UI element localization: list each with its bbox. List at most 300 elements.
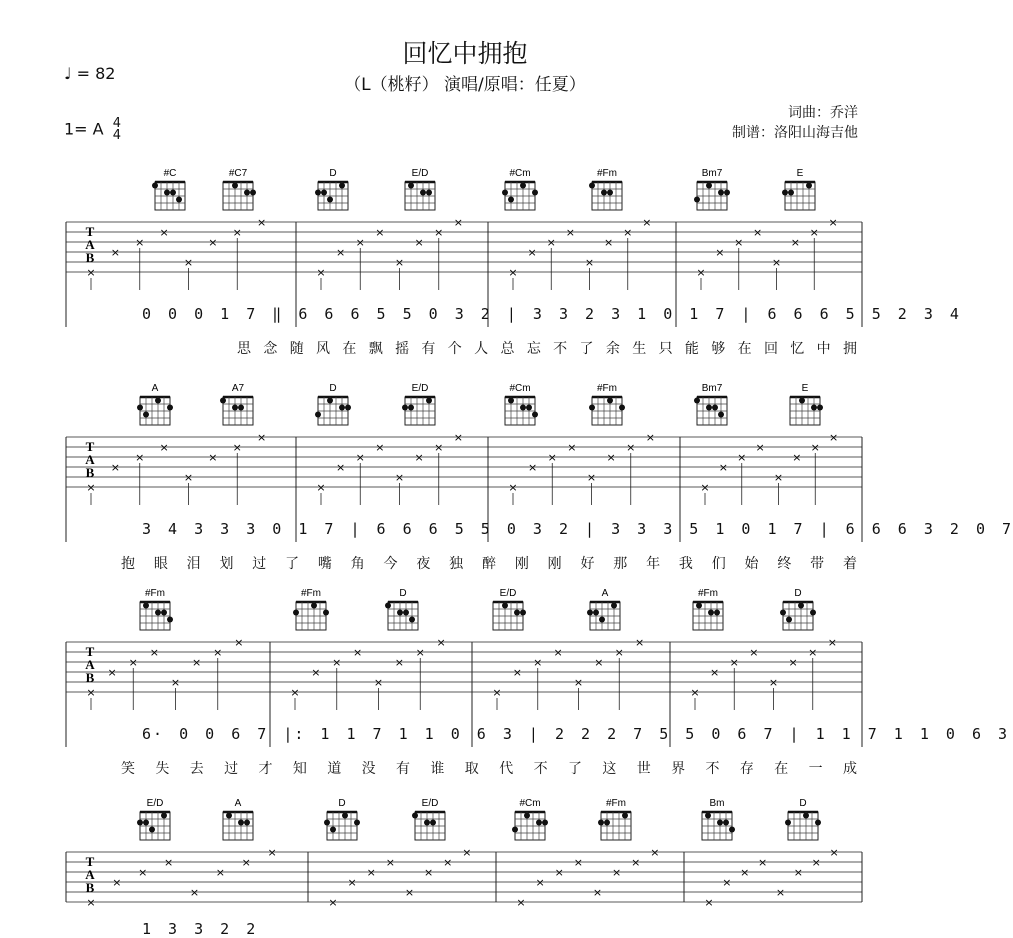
finger-dot — [232, 405, 238, 411]
finger-dot — [724, 190, 730, 196]
score-system — [0, 790, 930, 938]
lyric-char: 没 — [361, 761, 376, 777]
finger-dot — [409, 617, 415, 623]
strum-mark: × — [829, 846, 839, 859]
strum-mark: × — [375, 441, 385, 454]
strum-mark: × — [149, 646, 159, 659]
finger-dot — [718, 190, 724, 196]
lyric-char: 代 — [499, 761, 514, 777]
lyric-char: 始 — [744, 556, 759, 572]
lyric-char: 忆 — [790, 341, 805, 357]
finger-dot — [803, 813, 809, 819]
lyric-char: 才 — [258, 761, 273, 777]
chord-name: E/D — [499, 588, 517, 599]
chord-name: E/D — [421, 798, 439, 809]
finger-dot — [714, 610, 720, 616]
lyric-char: 那 — [613, 556, 628, 572]
chord-diagram — [493, 588, 526, 630]
finger-dot — [137, 820, 143, 826]
tab-staff — [0, 375, 1013, 580]
chord-name: #Fm — [597, 168, 617, 179]
strum-mark: × — [316, 266, 326, 279]
strum-mark: × — [626, 441, 636, 454]
strum-mark: × — [414, 236, 424, 249]
strum-mark: × — [234, 636, 244, 649]
lyric-char: 知 — [292, 761, 307, 777]
chord-diagram — [405, 168, 435, 210]
finger-dot — [315, 190, 321, 196]
finger-dot — [723, 820, 729, 826]
finger-dot — [161, 610, 167, 616]
chord-name: D — [329, 383, 337, 394]
strum-mark: × — [508, 266, 518, 279]
finger-dot — [696, 603, 702, 609]
finger-dot — [706, 405, 712, 411]
chord-diagram — [402, 383, 435, 425]
chord-diagram — [385, 588, 418, 630]
numbered-notation: 6· 0 0 6 7 |: 1 1 7 1 1 0 6 3 | 2 2 2 7 5 5 0 6 7 | 1 1 7 1 1 0 6 3 — [142, 725, 1010, 743]
finger-dot — [520, 183, 526, 189]
strum-mark: × — [809, 226, 819, 239]
finger-dot — [327, 398, 333, 404]
chord-diagram — [512, 798, 548, 840]
lyric-char: 刚 — [514, 556, 529, 572]
strum-mark: × — [394, 256, 405, 269]
finger-dot — [706, 183, 712, 189]
finger-dot — [408, 183, 414, 189]
finger-dot — [426, 190, 432, 196]
finger-dot — [599, 617, 605, 623]
strum-mark: × — [631, 856, 641, 869]
strum-mark: × — [183, 471, 194, 484]
lyric-char: 飘 — [368, 341, 383, 357]
chord-name: #C7 — [228, 168, 248, 179]
lyric-char: 个 — [447, 341, 462, 357]
finger-dot — [598, 820, 604, 826]
lyric-char: 了 — [285, 556, 300, 572]
lyric-char: 笑 — [121, 761, 135, 777]
lyric-char: 了 — [567, 761, 582, 777]
lyric-char: 带 — [810, 556, 825, 572]
chord-diagram — [785, 798, 821, 840]
strum-mark: × — [592, 886, 603, 899]
finger-dot — [536, 820, 542, 826]
finger-dot — [705, 813, 711, 819]
lyric-char: 们 — [711, 556, 726, 572]
strum-mark: × — [316, 481, 326, 494]
chord-name: #Cm — [519, 798, 541, 809]
lyric-char: 刚 — [547, 556, 562, 572]
finger-dot — [607, 190, 613, 196]
lyric-char: 醉 — [482, 556, 496, 572]
finger-dot — [176, 197, 182, 203]
chord-diagram — [702, 798, 735, 840]
lyric-char: 成 — [843, 761, 857, 777]
strum-mark: × — [635, 636, 645, 649]
lyric-char: 在 — [774, 761, 789, 777]
strum-mark: × — [373, 676, 384, 689]
strum-mark: × — [614, 646, 624, 659]
strum-mark: × — [704, 896, 714, 909]
time-sig-bottom: 4 — [112, 128, 121, 143]
strum-mark: × — [424, 866, 434, 879]
finger-dot — [694, 197, 700, 203]
strum-mark: × — [189, 886, 200, 899]
lyric-char: 在 — [737, 341, 752, 357]
chord-name: D — [794, 588, 802, 599]
chord-name: Bm7 — [701, 168, 723, 179]
tab-clef: A — [85, 657, 95, 672]
finger-dot — [806, 183, 812, 189]
strum-mark: × — [810, 441, 820, 454]
finger-dot — [587, 610, 593, 616]
tab-staff — [0, 580, 1010, 785]
strum-mark: × — [737, 451, 747, 464]
lyric-char: 年 — [646, 556, 661, 572]
strum-mark: × — [829, 431, 839, 444]
strum-mark: × — [565, 226, 575, 239]
strum-mark: × — [790, 236, 800, 249]
finger-dot — [524, 813, 530, 819]
arranger: 制谱：洛阳山海吉他 — [732, 125, 858, 141]
finger-dot — [520, 405, 526, 411]
finger-dot — [170, 190, 176, 196]
finger-dot — [817, 405, 823, 411]
strum-mark: × — [753, 226, 763, 239]
strum-mark: × — [690, 686, 700, 699]
finger-dot — [324, 820, 330, 826]
finger-dot — [342, 813, 348, 819]
strum-mark: × — [192, 656, 202, 669]
chord-name: D — [338, 798, 346, 809]
strum-mark: × — [443, 856, 453, 869]
strum-mark: × — [546, 236, 556, 249]
strum-mark: × — [606, 451, 616, 464]
finger-dot — [412, 813, 418, 819]
lyric-char: 念 — [263, 341, 278, 357]
strum-mark: × — [827, 636, 837, 649]
finger-dot — [238, 405, 244, 411]
numbered-notation: 0 0 0 1 7 ‖ 6 6 6 5 5 0 3 2 | 3 3 2 3 1 0 1 7 | 6 6 6 5 5 2 3 4 — [142, 305, 961, 323]
tab-clef: B — [85, 880, 95, 895]
finger-dot — [542, 820, 548, 826]
finger-dot — [293, 610, 299, 616]
finger-dot — [137, 405, 143, 411]
strum-mark: × — [528, 461, 538, 474]
finger-dot — [520, 610, 526, 616]
strum-mark: × — [512, 666, 522, 679]
lyric-char: 总 — [500, 341, 515, 357]
strum-mark: × — [768, 676, 779, 689]
strum-mark: × — [453, 216, 463, 229]
finger-dot — [729, 827, 735, 833]
lyric-char: 够 — [711, 341, 726, 357]
chord-name: #Fm — [606, 798, 626, 809]
strum-mark: × — [86, 686, 96, 699]
song-subtitle: （L（桃籽） 演唱/原唱：任夏） — [344, 75, 586, 95]
finger-dot — [514, 610, 520, 616]
finger-dot — [402, 405, 408, 411]
chord-diagram — [223, 798, 253, 840]
tab-clef: T — [85, 224, 95, 239]
finger-dot — [619, 405, 625, 411]
strum-mark: × — [573, 676, 584, 689]
lyric-char: 世 — [636, 761, 651, 777]
finger-dot — [323, 610, 329, 616]
strum-mark: × — [771, 256, 782, 269]
strum-mark: × — [415, 646, 425, 659]
finger-dot — [420, 190, 426, 196]
finger-dot — [532, 190, 538, 196]
lyric-char: 人 — [474, 341, 489, 357]
lyric-char: 随 — [289, 341, 304, 357]
finger-dot — [149, 827, 155, 833]
chord-diagram — [223, 168, 256, 210]
strum-mark: × — [793, 866, 803, 879]
chord-name: D — [799, 798, 807, 809]
strum-mark: × — [516, 896, 526, 909]
lyric-char: 失 — [155, 761, 170, 777]
chord-diagram — [790, 383, 823, 425]
finger-dot — [330, 827, 336, 833]
strum-mark: × — [535, 876, 545, 889]
lyric-char: 去 — [189, 761, 204, 777]
strum-mark: × — [86, 266, 96, 279]
finger-dot — [798, 603, 804, 609]
lyric-char: 摇 — [395, 341, 410, 357]
strum-mark: × — [573, 856, 583, 869]
strum-mark: × — [462, 846, 472, 859]
strum-mark: × — [138, 866, 148, 879]
finger-dot — [786, 617, 792, 623]
strum-mark: × — [336, 461, 346, 474]
strum-mark: × — [811, 856, 821, 869]
finger-dot — [403, 610, 409, 616]
finger-dot — [244, 190, 250, 196]
strum-mark: × — [645, 431, 655, 444]
strum-mark: × — [586, 471, 597, 484]
lyric-char: 取 — [464, 761, 479, 777]
strum-mark: × — [328, 896, 338, 909]
song-title: 回忆中拥抱 — [402, 39, 528, 68]
lyric-char: 只 — [658, 341, 673, 357]
lyricist-composer: 词曲：乔洋 — [788, 105, 858, 121]
lyric-char: 过 — [224, 761, 239, 777]
strum-mark: × — [700, 481, 710, 494]
lyric-char: 夜 — [416, 556, 431, 572]
lyric-char: 眼 — [153, 556, 168, 572]
finger-dot — [220, 398, 226, 404]
finger-dot — [508, 197, 514, 203]
strum-mark: × — [758, 856, 768, 869]
finger-dot — [694, 398, 700, 404]
key-label: 1= A — [64, 119, 104, 139]
lyric-char: 能 — [684, 341, 699, 357]
strum-mark: × — [213, 646, 223, 659]
strum-mark: × — [642, 216, 652, 229]
tab-clef: B — [85, 670, 95, 685]
finger-dot — [226, 813, 232, 819]
finger-dot — [780, 610, 786, 616]
finger-dot — [345, 405, 351, 411]
strum-mark: × — [788, 656, 798, 669]
strum-mark: × — [159, 441, 169, 454]
strum-mark: × — [311, 666, 321, 679]
chord-diagram — [324, 798, 360, 840]
chord-name: A7 — [231, 383, 245, 394]
strum-mark: × — [547, 451, 557, 464]
strum-mark: × — [385, 856, 395, 869]
chord-name: D — [399, 588, 407, 599]
chord-name: #Fm — [145, 588, 165, 599]
lyric-char: 有 — [396, 761, 411, 777]
strum-mark: × — [436, 636, 446, 649]
finger-dot — [339, 183, 345, 189]
strum-mark: × — [453, 431, 463, 444]
lyric-char: 思 — [237, 341, 251, 357]
chord-diagram — [589, 383, 625, 425]
finger-dot — [810, 610, 816, 616]
lyric-char: 过 — [252, 556, 267, 572]
strum-mark: × — [394, 471, 405, 484]
strum-mark: × — [159, 226, 169, 239]
chord-name: E/D — [411, 168, 429, 179]
chord-diagram — [315, 383, 351, 425]
finger-dot — [385, 603, 391, 609]
lyric-char: 回 — [763, 341, 778, 357]
lyric-char: 忘 — [526, 341, 541, 357]
finger-dot — [424, 820, 430, 826]
strum-mark: × — [828, 216, 838, 229]
chord-diagram — [137, 798, 170, 840]
strum-mark: × — [135, 236, 145, 249]
strum-mark: × — [612, 866, 622, 879]
strum-mark: × — [170, 676, 181, 689]
strum-mark: × — [567, 441, 577, 454]
strum-mark: × — [267, 846, 277, 859]
strum-mark: × — [183, 256, 194, 269]
lyric-char: 不 — [705, 761, 720, 777]
finger-dot — [508, 398, 514, 404]
score-system — [0, 160, 961, 365]
lyric-char: 界 — [671, 761, 686, 777]
strum-mark: × — [434, 226, 444, 239]
strum-mark: × — [594, 656, 604, 669]
lyric-char: 拥 — [843, 341, 857, 357]
tab-clef: A — [85, 867, 95, 882]
finger-dot — [232, 183, 238, 189]
chord-name: A — [601, 588, 609, 599]
lyric-char: 泪 — [186, 556, 201, 572]
strum-mark: × — [527, 246, 537, 259]
strum-mark: × — [718, 461, 728, 474]
chord-diagram — [505, 383, 538, 425]
chord-diagram — [693, 588, 723, 630]
strum-mark: × — [434, 441, 444, 454]
chord-diagram — [152, 168, 185, 210]
strum-mark: × — [110, 461, 120, 474]
strum-mark: × — [232, 226, 242, 239]
chord-name: #Fm — [597, 383, 617, 394]
strum-mark: × — [86, 481, 96, 494]
finger-dot — [311, 603, 317, 609]
finger-dot — [315, 412, 321, 418]
finger-dot — [155, 610, 161, 616]
finger-dot — [604, 820, 610, 826]
finger-dot — [593, 610, 599, 616]
finger-dot — [430, 820, 436, 826]
strum-mark: × — [135, 451, 145, 464]
time-sig-top: 4 — [112, 116, 121, 131]
chord-name: #C — [163, 168, 177, 179]
finger-dot — [244, 820, 250, 826]
lyric-char: 不 — [553, 341, 568, 357]
finger-dot — [339, 405, 345, 411]
chord-diagram — [502, 168, 538, 210]
strum-mark: × — [775, 886, 786, 899]
strum-mark: × — [232, 441, 242, 454]
strum-mark: × — [86, 896, 96, 909]
key-signature — [64, 118, 121, 142]
finger-dot — [717, 820, 723, 826]
strum-mark: × — [650, 846, 660, 859]
finger-dot — [526, 405, 532, 411]
lyric-char: 了 — [579, 341, 594, 357]
finger-dot — [712, 405, 718, 411]
chord-name: E/D — [411, 383, 429, 394]
strum-mark: × — [107, 666, 117, 679]
score-system — [0, 375, 1013, 580]
strum-mark: × — [792, 451, 802, 464]
chord-diagram — [589, 168, 622, 210]
strum-mark: × — [257, 431, 267, 444]
tab-clef: A — [85, 237, 95, 252]
strum-mark: × — [375, 226, 385, 239]
finger-dot — [589, 183, 595, 189]
finger-dot — [250, 190, 256, 196]
strum-mark: × — [715, 246, 725, 259]
strum-mark: × — [215, 866, 225, 879]
finger-dot — [708, 610, 714, 616]
lyric-char: 道 — [327, 761, 342, 777]
finger-dot — [601, 190, 607, 196]
numbered-notation: 1 3 3 2 2 — [142, 920, 258, 938]
chord-name: Bm — [709, 798, 725, 809]
strum-mark: × — [773, 471, 784, 484]
strum-mark: × — [164, 856, 174, 869]
chord-name: #Cm — [509, 383, 531, 394]
strum-mark: × — [112, 876, 122, 889]
strum-mark: × — [257, 216, 267, 229]
strum-mark: × — [755, 441, 765, 454]
score-system — [0, 580, 1010, 785]
tab-staff — [0, 160, 961, 365]
strum-mark: × — [404, 886, 415, 899]
tab-clef: B — [85, 465, 95, 480]
finger-dot — [143, 603, 149, 609]
strum-mark: × — [734, 236, 744, 249]
chord-diagram — [782, 168, 815, 210]
finger-dot — [811, 405, 817, 411]
lyric-char: 角 — [350, 556, 365, 572]
chord-name: #Fm — [301, 588, 321, 599]
strum-mark: × — [740, 866, 750, 879]
lyric-char: 着 — [843, 556, 857, 572]
chord-diagram — [694, 383, 727, 425]
finger-dot — [607, 398, 613, 404]
lyric-char: 好 — [580, 556, 595, 572]
time-signature — [113, 118, 121, 142]
